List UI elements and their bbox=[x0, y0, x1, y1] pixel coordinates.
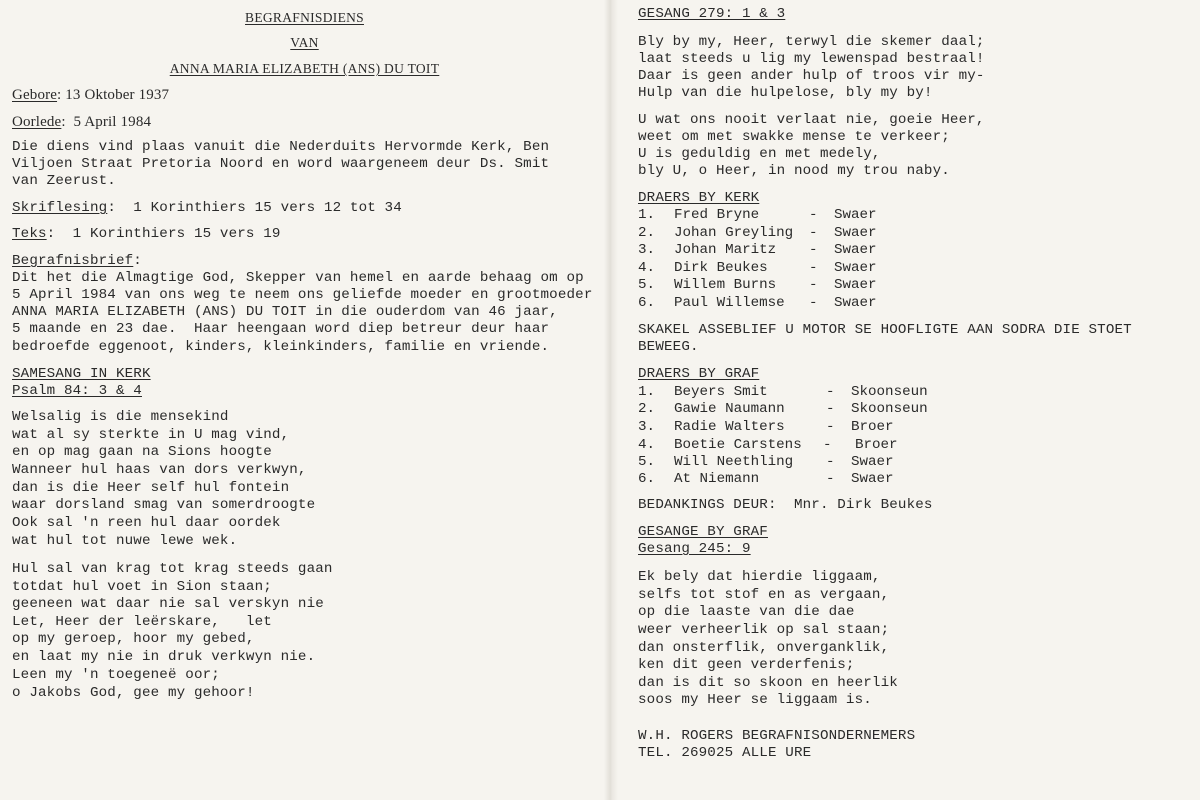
hymn-line: weer verheerlik op sal staan; bbox=[638, 622, 890, 638]
row-dash: - bbox=[809, 295, 818, 311]
teks-line bbox=[12, 226, 281, 244]
bearer-relation: Swaer bbox=[834, 242, 877, 258]
hymn-line: Wanneer hul haas van dors verkwyn, bbox=[12, 462, 307, 478]
draers-kerk-heading: DRAERS BY KERK bbox=[638, 190, 760, 206]
hymn-line: Hulp van die hulpelose, bly my by! bbox=[638, 85, 933, 101]
hymn-line: en laat my nie in druk verkwyn nie. bbox=[12, 649, 316, 665]
page-fold bbox=[604, 0, 618, 800]
bearer-name: Beyers Smit bbox=[674, 384, 768, 400]
oorlede-line bbox=[12, 114, 151, 132]
hymn-line: U wat ons nooit verlaat nie, goeie Heer, bbox=[638, 112, 985, 128]
oorlede-value: : 5 April 1984 bbox=[61, 114, 152, 130]
hymn-line: waar dorsland smag van somerdroogte bbox=[12, 497, 316, 513]
begrafnisbrief-colon: : bbox=[133, 253, 142, 269]
hymn-line: Welsalig is die mensekind bbox=[12, 409, 229, 425]
row-dash: - bbox=[826, 454, 835, 470]
row-number: 4. bbox=[638, 437, 656, 453]
bearer-relation: Swaer bbox=[834, 207, 877, 223]
hymn-line: wat al sy sterkte in U mag vind, bbox=[12, 427, 290, 443]
hymn-line: U is geduldig en met medely, bbox=[638, 146, 881, 162]
brief-line: 5 maande en 23 dae. Haar heengaan word diep betreur deur haar bbox=[12, 321, 550, 337]
hymn-line: wat hul tot nuwe lewe wek. bbox=[12, 533, 238, 549]
draers-graf-heading: DRAERS BY GRAF bbox=[638, 366, 760, 382]
service-text-line: Viljoen Straat Pretoria Noord en word waargeneem deur Ds. Smit bbox=[12, 156, 550, 172]
hymn-line: Ek bely dat hierdie liggaam, bbox=[638, 569, 881, 585]
service-text-line: Die diens vind plaas vanuit die Nederduits Hervormde Kerk, Ben bbox=[12, 139, 550, 155]
row-number: 2. bbox=[638, 401, 656, 417]
row-dash: - bbox=[823, 437, 832, 453]
headlights-notice-line: BEWEEG. bbox=[638, 339, 699, 355]
bedankings-line: BEDANKINGS DEUR: Mnr. Dirk Beukes bbox=[638, 497, 933, 513]
bearer-name: Will Neethling bbox=[674, 454, 794, 470]
bearer-relation: Broer bbox=[855, 437, 898, 453]
hymn-line: bly U, o Heer, in nood my trou naby. bbox=[638, 163, 950, 179]
headlights-notice-line: SKAKEL ASSEBLIEF U MOTOR SE HOOFLIGTE AAN SODRA DIE STOET bbox=[638, 322, 1132, 338]
teks-value: : 1 Korinthiers 15 vers 19 bbox=[46, 226, 281, 242]
bearer-relation: Broer bbox=[851, 419, 894, 435]
hymn-line: op my geroep, hoor my gebed, bbox=[12, 631, 255, 647]
skriflesing-value: : 1 Korinthiers 15 vers 12 tot 34 bbox=[107, 200, 402, 216]
hymn-line: op die laaste van die dae bbox=[638, 604, 855, 620]
row-number: 1. bbox=[638, 207, 656, 223]
bearer-name: At Niemann bbox=[674, 471, 760, 487]
row-number: 5. bbox=[638, 454, 656, 470]
gebore-value: : 13 Oktober 1937 bbox=[57, 87, 170, 103]
bearer-name: Dirk Beukes bbox=[674, 260, 768, 276]
undertaker-name: W.H. ROGERS BEGRAFNISONDERNEMERS bbox=[638, 728, 916, 744]
gesang-245-heading: Gesang 245: 9 bbox=[638, 541, 751, 557]
hymn-line: laat steeds u lig my lewenspad bestraal! bbox=[638, 51, 985, 67]
bearer-relation: Swaer bbox=[834, 295, 877, 311]
teks-label: Teks bbox=[12, 226, 47, 242]
samesang-heading: SAMESANG IN KERK bbox=[12, 366, 151, 382]
brief-line: ANNA MARIA ELIZABETH (ANS) DU TOIT in die ouderdom van 46 jaar, bbox=[12, 304, 558, 320]
row-number: 1. bbox=[638, 384, 656, 400]
skriflesing-label: Skriflesing bbox=[12, 200, 108, 216]
hymn-line: weet om met swakke mense te verkeer; bbox=[638, 129, 950, 145]
oorlede-label: Oorlede bbox=[12, 114, 62, 130]
bearer-name: Johan Maritz bbox=[674, 242, 777, 258]
brief-line: Dit het die Almagtige God, Skepper van hemel en aarde behaag om op bbox=[12, 270, 584, 286]
hymn-line: dan is dit so skoon en heerlik bbox=[638, 675, 898, 691]
row-number: 5. bbox=[638, 277, 656, 293]
hymn-line: Daar is geen ander hulp of troos vir my- bbox=[638, 68, 985, 84]
bearer-name: Boetie Carstens bbox=[674, 437, 802, 453]
van-line: VAN bbox=[290, 35, 319, 50]
bearer-name: Gawie Naumann bbox=[674, 401, 785, 417]
row-dash: - bbox=[809, 225, 818, 241]
service-text-line: van Zeerust. bbox=[12, 173, 116, 189]
bearer-name: Radie Walters bbox=[674, 419, 785, 435]
hymn-line: Hul sal van krag tot krag steeds gaan bbox=[12, 561, 333, 577]
row-dash: - bbox=[826, 384, 835, 400]
bearer-name: Willem Burns bbox=[674, 277, 777, 293]
gesang-279-heading: GESANG 279: 1 & 3 bbox=[638, 6, 786, 22]
hymn-line: o Jakobs God, gee my gehoor! bbox=[12, 685, 255, 701]
hymn-line: Let, Heer der leërskare, let bbox=[12, 614, 272, 630]
hymn-line: selfs tot stof en as vergaan, bbox=[638, 587, 890, 603]
undertaker-phone: TEL. 269025 ALLE URE bbox=[638, 745, 812, 761]
bearer-relation: Swaer bbox=[834, 225, 877, 241]
row-dash: - bbox=[809, 277, 818, 293]
begrafnisbrief-heading bbox=[12, 253, 142, 271]
bearer-name: Paul Willemse bbox=[674, 295, 785, 311]
row-dash: - bbox=[809, 207, 818, 223]
row-dash: - bbox=[826, 401, 835, 417]
deceased-name: ANNA MARIA ELIZABETH (ANS) DU TOIT bbox=[169, 61, 440, 76]
hymn-line: soos my Heer se liggaam is. bbox=[638, 692, 872, 708]
bearer-name: Fred Bryne bbox=[674, 207, 760, 223]
hymn-line: dan onsterflik, onverganklik, bbox=[638, 640, 890, 656]
psalm-heading: Psalm 84: 3 & 4 bbox=[12, 383, 142, 399]
row-dash: - bbox=[809, 260, 818, 276]
bearer-name: Johan Greyling bbox=[674, 225, 794, 241]
hymn-line: geeneen wat daar nie sal verskyn nie bbox=[12, 596, 324, 612]
gebore-label: Gebore bbox=[12, 87, 58, 103]
bearer-relation: Swaer bbox=[851, 454, 894, 470]
brief-line: bedroefde eggenoot, kinders, kleinkinders, familie en vriende. bbox=[12, 339, 550, 355]
bearer-relation: Swaer bbox=[834, 260, 877, 276]
bearer-relation: Skoonseun bbox=[851, 401, 928, 417]
hymn-line: en op mag gaan na Sions hoogte bbox=[12, 444, 272, 460]
row-number: 3. bbox=[638, 419, 656, 435]
row-number: 4. bbox=[638, 260, 656, 276]
hymn-line: totdat hul voet in Sion staan; bbox=[12, 579, 272, 595]
programme-title: BEGRAFNISDIENS bbox=[245, 10, 364, 25]
row-number: 6. bbox=[638, 295, 656, 311]
hymn-line: Leen my 'n toegeneë oor; bbox=[12, 667, 220, 683]
row-number: 3. bbox=[638, 242, 656, 258]
bearer-relation: Skoonseun bbox=[851, 384, 928, 400]
gebore-line bbox=[12, 87, 169, 105]
bearer-relation: Swaer bbox=[834, 277, 877, 293]
hymn-line: Ook sal 'n reen hul daar oordek bbox=[12, 515, 281, 531]
row-dash: - bbox=[826, 471, 835, 487]
hymn-line: ken dit geen verderfenis; bbox=[638, 657, 855, 673]
gesange-graf-heading: GESANGE BY GRAF bbox=[638, 524, 768, 540]
skriflesing-line bbox=[12, 200, 402, 218]
row-number: 2. bbox=[638, 225, 656, 241]
brief-line: 5 April 1984 van ons weg te neem ons geliefde moeder en grootmoeder bbox=[12, 287, 593, 303]
hymn-line: dan is die Heer self hul fontein bbox=[12, 480, 290, 496]
row-dash: - bbox=[809, 242, 818, 258]
begrafnisbrief-label: Begrafnisbrief bbox=[12, 253, 134, 269]
bearer-relation: Swaer bbox=[851, 471, 894, 487]
hymn-line: Bly by my, Heer, terwyl die skemer daal; bbox=[638, 34, 985, 50]
row-number: 6. bbox=[638, 471, 656, 487]
row-dash: - bbox=[826, 419, 835, 435]
